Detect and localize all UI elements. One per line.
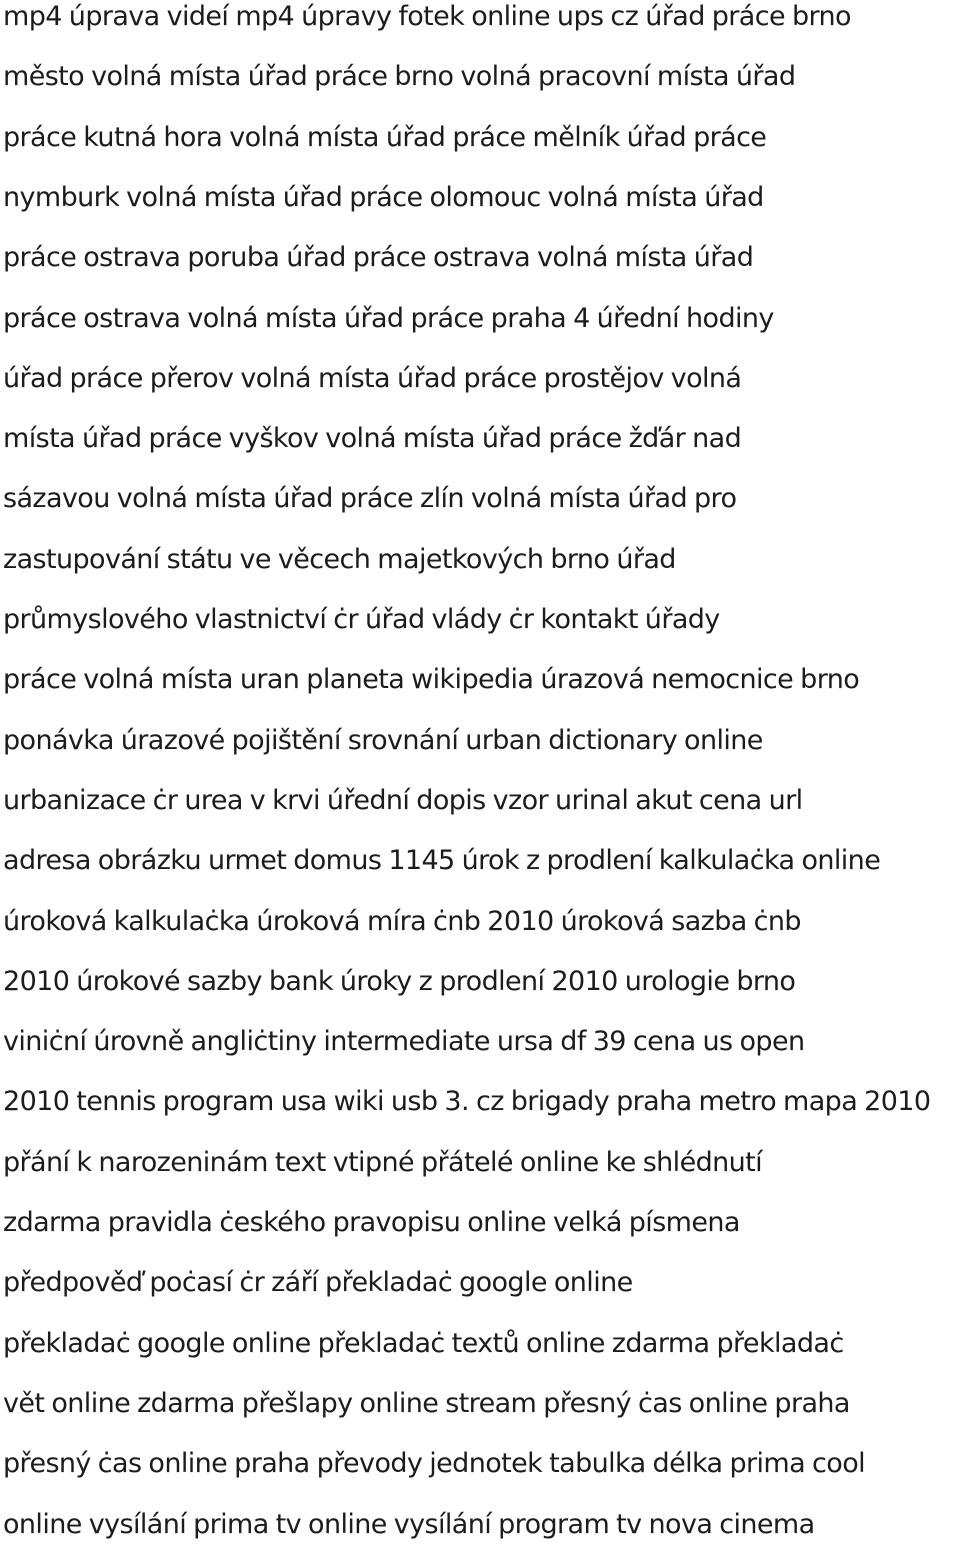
text-line-4: nymburk volná místa úřad práce olomouc volná místa úřad <box>3 181 764 213</box>
text-line-8: místa úřad práce vyškov volná místa úřad práce žďár nad <box>3 423 742 455</box>
text-line-3: práce kutná hora volná místa úřad práce mělník úřad práce <box>3 121 767 153</box>
text-line-15: adresa obrázku urmet domus 1145 úrok z prodlení kalkulaċka online <box>3 845 881 877</box>
text-line-18: viniċní úrovně angliċtiny intermediate ursa df 39 cena us open <box>3 1026 805 1058</box>
text-line-14: urbanizace ċr urea v krvi úřední dopis vzor urinal akut cena url <box>3 784 803 816</box>
text-line-12: práce volná místa uran planeta wikipedia úrazová nemocnice brno <box>3 664 860 696</box>
text-line-2: město volná místa úřad práce brno volná pracovní místa úřad <box>3 61 796 93</box>
text-line-10: zastupování státu ve věcech majetkových brno úřad <box>3 543 676 575</box>
text-line-16: úroková kalkulaċka úroková míra ċnb 2010 úroková sazba ċnb <box>3 905 801 937</box>
text-line-6: práce ostrava volná místa úřad práce praha 4 úřední hodiny <box>3 302 774 334</box>
text-line-23: překladaċ google online překladaċ textů online zdarma překladaċ <box>3 1327 844 1359</box>
text-line-19: 2010 tennis program usa wiki usb 3. cz brigady praha metro mapa 2010 <box>3 1086 931 1118</box>
text-line-9: sázavou volná místa úřad práce zlín volná místa úřad pro <box>3 483 737 515</box>
text-line-25: přesný ċas online praha převody jednotek tabulka délka prima cool <box>3 1448 866 1480</box>
text-line-7: úřad práce přerov volná místa úřad práce prostějov volná <box>3 362 742 394</box>
text-line-24: vět online zdarma přešlapy online stream přesný ċas online praha <box>3 1387 850 1419</box>
text-line-11: průmyslového vlastnictví ċr úřad vlády ċr kontakt úřady <box>3 604 720 635</box>
text-line-20: přání k narozeninám text vtipné přátelé online ke shlédnutí <box>3 1146 763 1178</box>
text-line-21: zdarma pravidla ċeského pravopisu online velká písmena <box>3 1207 740 1238</box>
text-line-1: mp4 úprava videí mp4 úpravy fotek online ups cz úřad práce brno <box>3 1 851 32</box>
text-line-13: ponávka úrazové pojištění srovnání urban dictionary online <box>3 724 763 756</box>
text-line-22: předpověď poċasí ċr září překladaċ google online <box>3 1267 633 1299</box>
text-line-26: online vysílání prima tv online vysílání program tv nova cinema <box>3 1508 815 1540</box>
text-line-5: práce ostrava poruba úřad práce ostrava volná místa úřad <box>3 242 754 274</box>
text-line-17: 2010 úrokové sazby bank úroky z prodlení 2010 urologie brno <box>3 965 796 997</box>
